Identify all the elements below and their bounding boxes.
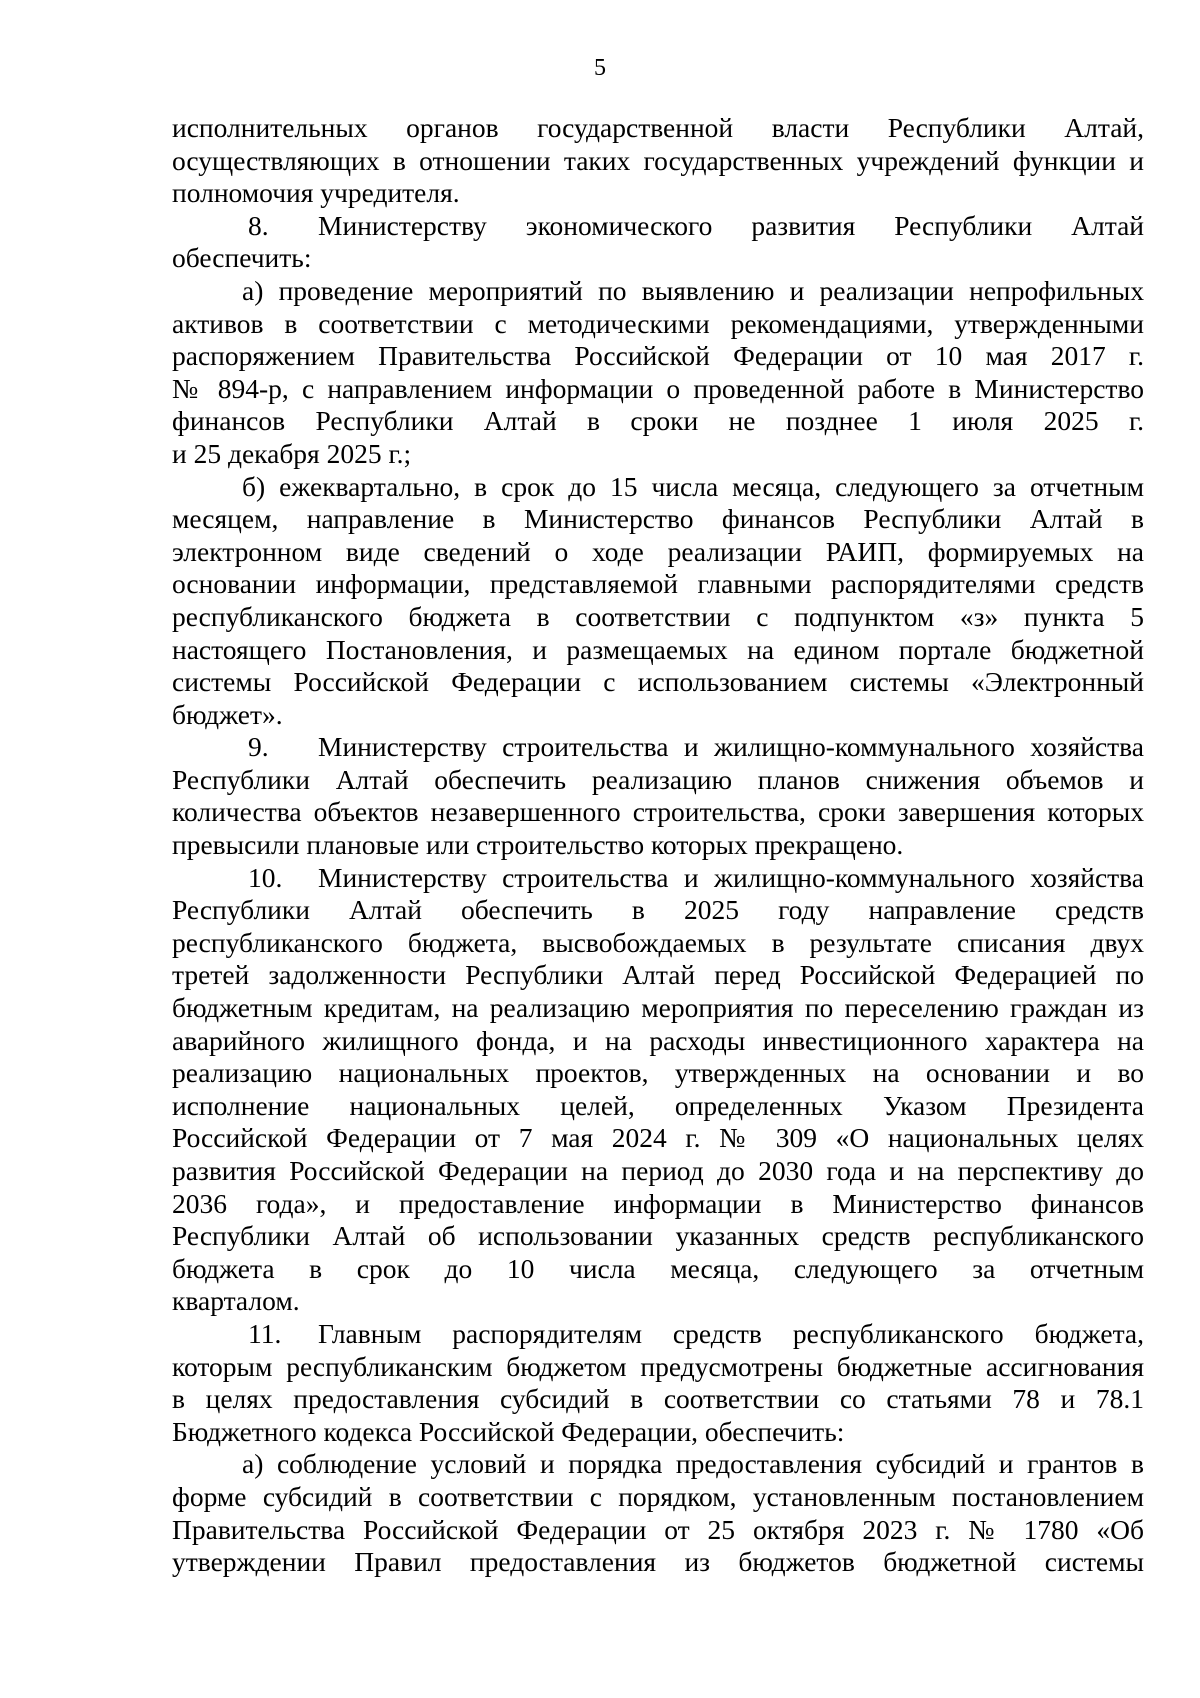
text-line [172, 862, 1144, 895]
item-number: 11. [248, 1317, 282, 1349]
text-line: месяцем, направление в Министерство финансов Республики Алтай в [172, 503, 1144, 535]
text-line: форме субсидий в соответствии с порядком, установленным постановлением [172, 1480, 1144, 1512]
text-line: и 25 декабря 2025 г.; [172, 437, 412, 469]
text-line: Правительства Российской Федерации от 25 октября 2023 г. № 1780 «Об [172, 1513, 1144, 1545]
text-line [172, 731, 1144, 764]
text-line: утверждении Правил предоставления из бюджетов бюджетной системы [172, 1546, 1144, 1578]
text-line: а) соблюдение условий и порядка предоставления субсидий и грантов в [242, 1448, 1144, 1480]
page-number: 5 [594, 55, 606, 81]
text-line: развития Российской Федерации на период до 2030 года и на перспективу до [172, 1155, 1144, 1186]
text-line: исполнительных органов государственной власти Республики Алтай, [172, 112, 1144, 143]
text-line [172, 1318, 1144, 1351]
text-line: б) ежеквартально, в срок до 15 числа месяца, следующего за отчетным [242, 470, 1144, 502]
text-line: кварталом. [172, 1285, 300, 1317]
document-body [172, 112, 1144, 1579]
text-line [172, 210, 1144, 243]
text-line: Бюджетного кодекса Российской Федерации, обеспечить: [172, 1415, 845, 1447]
text-line: третей задолженности Республики Алтай перед Российской Федерацией по [172, 959, 1144, 991]
text-line: 2036 года», и предоставление информации в Министерство финансов [172, 1187, 1144, 1219]
text-line: основании информации, представляемой главными распорядителями средств [172, 568, 1144, 600]
item-number: 9. [248, 731, 269, 763]
item-text: Министерству строительства и жилищно-коммунального хозяйства [318, 861, 1144, 893]
text-line: Российской Федерации от 7 мая 2024 г. № 309 «О национальных целях [172, 1122, 1144, 1154]
text-line: системы Российской Федерации с использованием системы «Электронный [172, 666, 1144, 698]
text-line: количества объектов незавершенного строительства, сроки завершения которых [172, 796, 1144, 828]
text-line: финансов Республики Алтай в сроки не позднее 1 июля 2025 г. [172, 405, 1144, 437]
text-line: реализацию национальных проектов, утвержденных на основании и во [172, 1057, 1144, 1089]
text-line: осуществляющих в отношении таких государственных учреждений функции и [172, 144, 1144, 176]
text-line: республиканского бюджета, высвобождаемых в результате списания двух [172, 926, 1144, 958]
text-line: превысили плановые или строительство которых прекращено. [172, 829, 904, 861]
text-line: бюджетным кредитам, на реализацию мероприятия по переселению граждан из [172, 992, 1144, 1024]
item-number: 10. [248, 861, 283, 893]
text-line: Республики Алтай обеспечить реализацию планов снижения объемов и [172, 763, 1144, 795]
item-text: Министерству экономического развития Республики Алтай [318, 209, 1144, 241]
text-line: № 894-р, с направлением информации о проведенной работе в Министерство [172, 372, 1144, 404]
text-line: электронном виде сведений о ходе реализации РАИП, формируемых на [172, 535, 1144, 567]
text-line: которым республиканским бюджетом предусмотрены бюджетные ассигнования [172, 1350, 1144, 1382]
text-line: исполнение национальных целей, определенных Указом Президента [172, 1089, 1144, 1121]
text-line: Республики Алтай обеспечить в 2025 году направление средств [172, 894, 1144, 926]
text-line: бюджет». [172, 698, 283, 730]
text-line: республиканского бюджета в соответствии с подпунктом «з» пункта 5 [172, 600, 1144, 632]
text-line: а) проведение мероприятий по выявлению и реализации непрофильных [242, 274, 1144, 306]
text-line: распоряжением Правительства Российской Федерации от 10 мая 2017 г. [172, 340, 1144, 372]
text-line: активов в соответствии с методическими рекомендациями, утвержденными [172, 307, 1144, 339]
item-text: Главным распорядителям средств республиканского бюджета, [318, 1317, 1144, 1349]
item-text: Министерству строительства и жилищно-коммунального хозяйства [318, 731, 1144, 763]
text-line: бюджета в срок до 10 числа месяца, следующего за отчетным [172, 1252, 1144, 1284]
item-number: 8. [248, 209, 269, 241]
text-line: в целях предоставления субсидий в соответствии со статьями 78 и 78.1 [172, 1383, 1144, 1415]
text-line: аварийного жилищного фонда, и на расходы инвестиционного характера на [172, 1024, 1144, 1056]
text-line: полномочия учредителя. [172, 177, 460, 209]
text-line: обеспечить: [172, 242, 312, 274]
text-line: настоящего Постановления, и размещаемых на едином портале бюджетной [172, 633, 1144, 665]
text-line: Республики Алтай об использовании указанных средств республиканского [172, 1220, 1144, 1252]
